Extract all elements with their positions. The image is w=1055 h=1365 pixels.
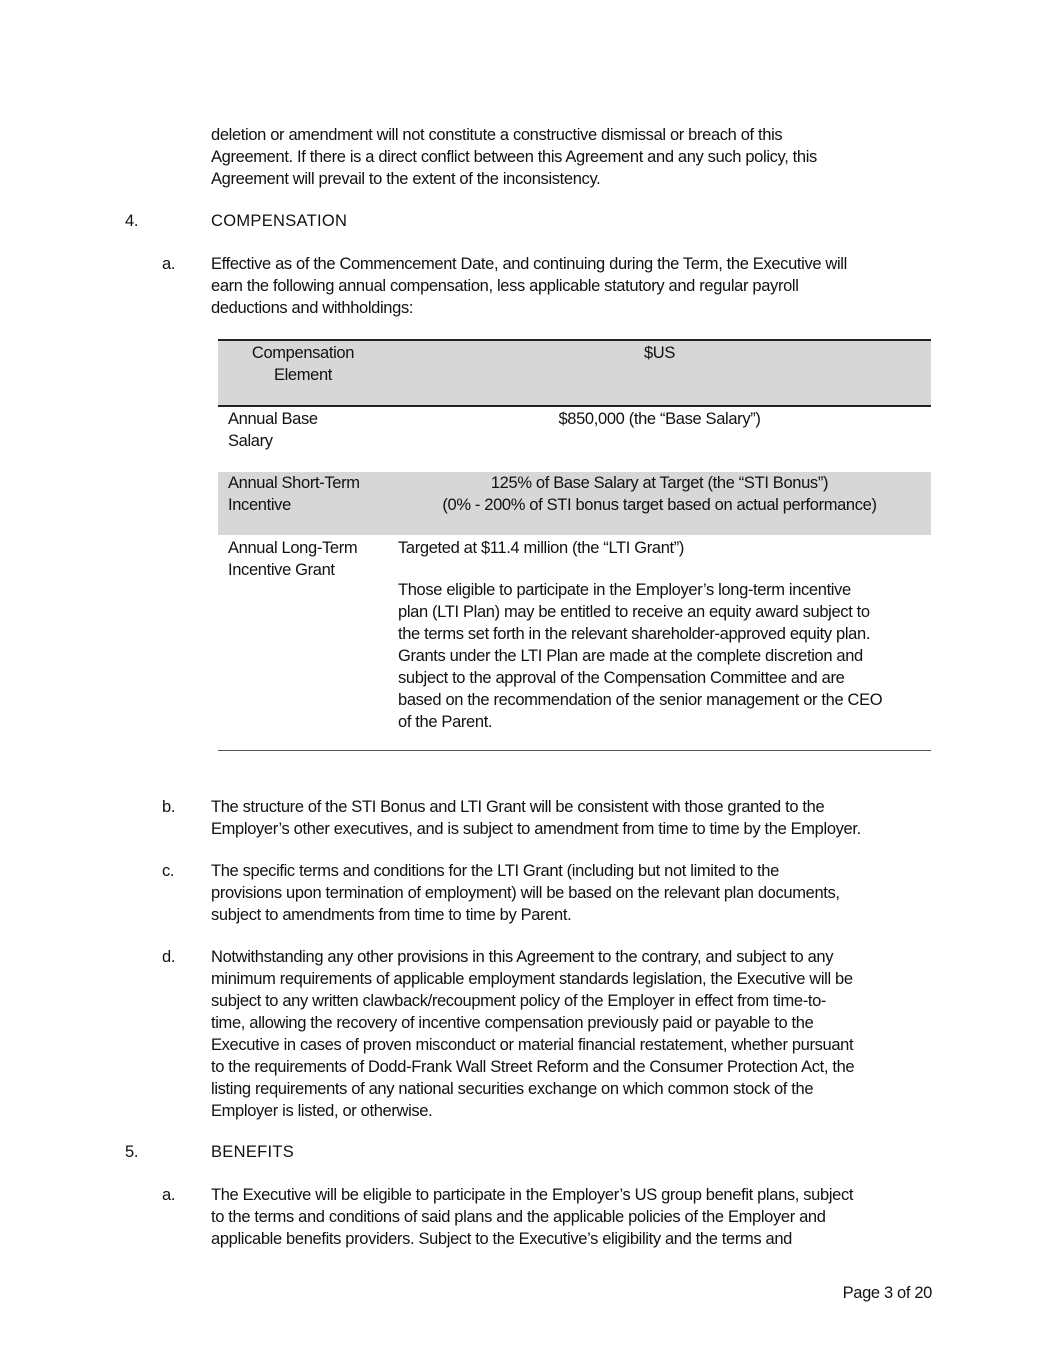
clause-4d-text xyxy=(211,946,936,1122)
compensation-table xyxy=(218,339,931,752)
text-line: listing requirements of any national securities exchange on which common stock of the xyxy=(211,1080,814,1098)
text-line: Effective as of the Commencement Date, and continuing during the Term, the Executive will xyxy=(211,255,847,273)
description-line: plan (LTI Plan) may be entitled to receive an equity award subject to xyxy=(398,603,870,621)
description-line: based on the recommendation of the senior management or the CEO xyxy=(398,691,883,709)
lti-value: Targeted at $11.4 million (the “LTI Grant”) xyxy=(398,539,685,557)
text-line: applicable benefits providers. Subject to the Executive’s eligibility and the terms and xyxy=(211,1230,793,1248)
label-line: Annual Long-Term xyxy=(228,539,358,557)
clause-4c-text xyxy=(211,860,936,926)
text-line: Agreement. If there is a direct conflict between this Agreement and any such policy, this xyxy=(211,148,817,166)
label-line: Annual Base xyxy=(228,410,318,428)
description-line: Grants under the LTI Plan are made at the complete discretion and xyxy=(398,647,863,665)
page-number: Page 3 of 20 xyxy=(842,1284,932,1302)
header-element-cell xyxy=(218,342,388,386)
text-line: to the requirements of Dodd-Frank Wall Street Reform and the Consumer Protection Act, the xyxy=(211,1058,855,1076)
clause-4b-text xyxy=(211,796,936,840)
text-line: subject to any written clawback/recoupment policy of the Employer in effect from time-to- xyxy=(211,992,827,1010)
text-line: Employer is listed, or otherwise. xyxy=(211,1102,433,1120)
header-value-cell: $US xyxy=(643,344,676,362)
text-line: time, allowing the recovery of incentive compensation previously paid or payable to the xyxy=(211,1014,814,1032)
text-line: minimum requirements of applicable employment standards legislation, the Executive will be xyxy=(211,970,853,988)
table-bottom-border xyxy=(218,750,931,751)
label-line: Incentive xyxy=(228,496,291,514)
header-line: Compensation xyxy=(251,344,355,362)
sti-label xyxy=(228,472,393,516)
section-5-number: 5. xyxy=(125,1143,139,1161)
base-salary-label xyxy=(228,408,388,452)
lti-description xyxy=(398,579,928,733)
description-line: of the Parent. xyxy=(398,713,493,731)
text-line: deductions and withholdings: xyxy=(211,299,414,317)
section-5-heading: BENEFITS xyxy=(211,1143,295,1161)
text-line: The specific terms and conditions for the LTI Grant (including but not limited to the xyxy=(211,862,779,880)
description-line: the terms set forth in the relevant shareholder-approved equity plan. xyxy=(398,625,871,643)
clause-5a-label: a. xyxy=(162,1186,176,1204)
base-salary-value: $850,000 (the “Base Salary”) xyxy=(558,410,761,428)
clause-5a-text xyxy=(211,1184,936,1250)
clause-4a-label: a. xyxy=(162,255,176,273)
clause-4d-label: d. xyxy=(162,948,176,966)
text-line: Notwithstanding any other provisions in this Agreement to the contrary, and subject to any xyxy=(211,948,834,966)
value-line: 125% of Base Salary at Target (the “STI Bonus”) xyxy=(490,474,829,492)
text-line: earn the following annual compensation, less applicable statutory and regular payroll xyxy=(211,277,799,295)
text-line: Executive in cases of proven misconduct or material financial restatement, whether pursuant xyxy=(211,1036,854,1054)
description-line: subject to the approval of the Compensation Committee and are xyxy=(398,669,845,687)
text-line: Agreement will prevail to the extent of the inconsistency. xyxy=(211,170,601,188)
table-header-divider xyxy=(218,405,931,407)
intro-paragraph xyxy=(211,124,936,190)
table-top-border xyxy=(218,339,931,341)
section-4-heading: COMPENSATION xyxy=(211,212,348,230)
value-line: (0% - 200% of STI bonus target based on actual performance) xyxy=(442,496,877,514)
label-line: Salary xyxy=(228,432,273,450)
text-line: subject to amendments from time to time by Parent. xyxy=(211,906,572,924)
sti-value xyxy=(388,472,931,516)
text-line: deletion or amendment will not constitute a constructive dismissal or breach of this xyxy=(211,126,783,144)
clause-4b-label: b. xyxy=(162,798,176,816)
text-line: Employer’s other executives, and is subject to amendment from time to time by the Employer. xyxy=(211,820,861,838)
header-line: Element xyxy=(273,366,333,384)
lti-label xyxy=(228,537,393,581)
text-line: The Executive will be eligible to participate in the Employer’s US group benefit plans, subject xyxy=(211,1186,854,1204)
label-line: Incentive Grant xyxy=(228,561,335,579)
clause-4a-text xyxy=(211,253,936,319)
description-line: Those eligible to participate in the Employer’s long-term incentive xyxy=(398,581,851,599)
text-line: to the terms and conditions of said plans and the applicable policies of the Employer and xyxy=(211,1208,826,1226)
text-line: The structure of the STI Bonus and LTI Grant will be consistent with those granted to the xyxy=(211,798,825,816)
section-4-number: 4. xyxy=(125,212,139,230)
clause-4c-label: c. xyxy=(162,862,175,880)
text-line: provisions upon termination of employment) will be based on the relevant plan documents, xyxy=(211,884,840,902)
label-line: Annual Short-Term xyxy=(228,474,360,492)
